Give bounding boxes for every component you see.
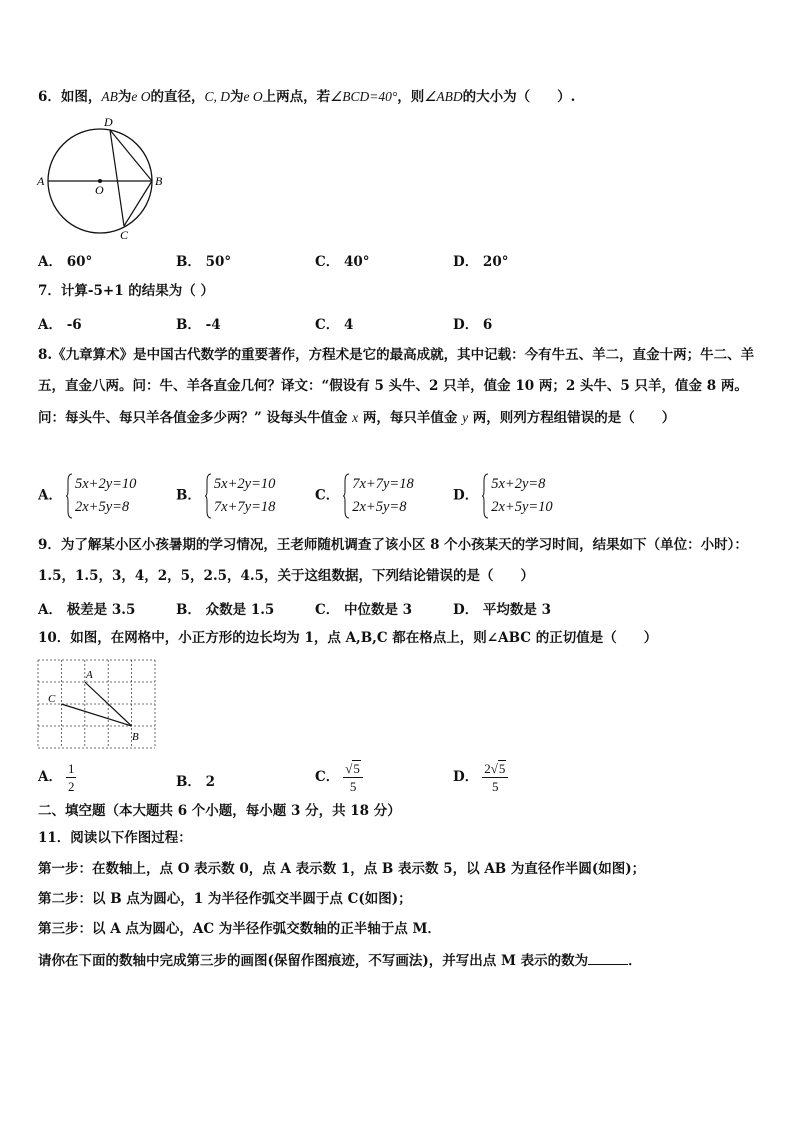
q10-option-c[interactable]: C． $\frac{√5}{5}$ — [315, 760, 363, 795]
q10-option-b[interactable]: B． 2 — [176, 774, 216, 790]
equation-system: 5x+2y=10 7x+7y=18 — [205, 473, 275, 519]
q11-question: 请你在下面的数轴中完成第三步的画图(保留作图痕迹，不写画法)，并写出点 M 表示的数为 ． — [38, 953, 642, 969]
q8-var-x: x — [352, 410, 359, 425]
q8-option-b[interactable]: B． 5x+2y=10 7x+7y=18 — [176, 473, 275, 519]
q6-condition: ∠BCD=40° — [330, 89, 398, 104]
q8-option-d[interactable]: D． 5x+2y=8 2x+5y=10 — [453, 473, 553, 519]
q6-circle-figure — [34, 112, 174, 244]
equation-system: 5x+2y=10 2x+5y=8 — [66, 473, 136, 519]
label-c: C — [48, 693, 56, 705]
q9-option-c[interactable]: C． 中位数是 3 — [315, 602, 413, 618]
q9-stem: 9．为了解某小区小孩暑期的学习情况，王老师随机调查了该小区 8 个小孩某天的学习时间，结果如下（单位：小时）：1.5，1.5，3，4，2，5，2.5，4.5，关于这组数据，下列结论错误的是（ ） — [38, 537, 748, 584]
q8-option-a[interactable]: A． 5x+2y=10 2x+5y=8 — [38, 473, 136, 519]
q6-option-c[interactable]: C． 40° — [315, 254, 370, 270]
q7-option-d[interactable]: D． 6 — [453, 317, 493, 333]
q7-option-c[interactable]: C． 4 — [315, 317, 354, 333]
equation-system: 5x+2y=8 2x+5y=10 — [482, 473, 552, 519]
label-a: A — [86, 669, 93, 681]
q9-option-d[interactable]: D． 平均数是 3 — [453, 602, 552, 618]
q9-option-a[interactable]: A． 极差是 3.5 — [38, 602, 136, 618]
section-heading-fill-in: 二、填空题（本大题共 6 个小题，每小题 3 分，共 18 分） — [38, 803, 401, 819]
fraction: $\frac{√5}{5}$ — [343, 760, 363, 795]
q10-grid-figure — [36, 658, 158, 750]
q6-circle-o-2: e O — [243, 89, 263, 104]
q7-option-a[interactable]: A． -6 — [38, 317, 82, 333]
q7-option-b[interactable]: B． -4 — [176, 317, 221, 333]
q8-option-c[interactable]: C． 7x+7y=18 2x+5y=8 — [315, 473, 414, 519]
q7-stem: 7．计算-5+1 的结果为（ ） — [38, 283, 214, 299]
fraction: $\frac{2√5}{5}$ — [482, 760, 508, 795]
label-c: C — [120, 228, 129, 242]
label-d: D — [104, 115, 113, 129]
q6-option-d[interactable]: D． 20° — [453, 254, 509, 270]
q6-points-cd: C, D — [204, 89, 231, 104]
fraction: $\frac{1}{2}$ — [67, 761, 75, 794]
label-o: O — [95, 183, 104, 197]
q6-circle-o: e O — [131, 89, 151, 104]
q8-var-y: y — [462, 410, 469, 425]
answer-blank[interactable] — [588, 952, 628, 965]
q10-stem: 10．如图，在网格中，小正方形的边长均为 1，点 A,B,C 都在格点上，则∠ABC 的正切值是（ ） — [38, 630, 658, 646]
q6-option-a[interactable]: A． 60° — [38, 254, 93, 270]
q10-option-d[interactable]: D． $\frac{2√5}{5}$ — [453, 760, 508, 795]
q6-number: 6． — [38, 89, 61, 105]
q11-step1: 第一步：在数轴上，点 O 表示数 0，点 A 表示数 1，点 B 表示数 5，以 AB 为直径作半圆(如图)； — [38, 861, 646, 877]
segment-cb — [61, 704, 131, 726]
q11-step2: 第二步：以 B 点为圆心，1 为半径作弧交半圆于点 C(如图)； — [38, 891, 412, 907]
label-a: A — [37, 174, 45, 188]
q10-option-a[interactable]: A． $\frac{1}{2}$ — [38, 761, 75, 794]
chord-cb — [124, 181, 152, 226]
q6-segment-ab: AB — [101, 89, 118, 104]
label-b: B — [132, 731, 139, 743]
q6-option-b[interactable]: B． 50° — [176, 254, 232, 270]
q6-stem: 6．如图，AB为e O的直径，C, D为e O上两点，若∠BCD=40°，则∠ABD的大小为（ ）. — [38, 89, 576, 105]
q11-step3: 第三步：以 A 点为圆心，AC 为半径作弧交数轴的正半轴于点 M． — [38, 921, 441, 937]
q6-asked-angle: ∠ABD — [424, 89, 463, 104]
q8-stem: 8.《九章算术》是中国古代数学的重要著作，方程术是它的最高成就，其中记载：今有牛五、羊二，直金十两；牛二、羊五，直金八两。问：牛、羊各直金几何？译文：“假设有 5 头牛、2 只羊，值金 10 两；2 头牛、5 只羊，值金 8 两。问：每头牛、每只羊各值金多少两？” 设每头牛值金 x 两，每只羊值金 y 两，则列方程组错误的是（ ） — [38, 347, 755, 426]
equation-system: 7x+7y=18 2x+5y=8 — [343, 473, 413, 519]
q11-intro: 11．阅读以下作图过程： — [38, 830, 192, 846]
label-b: B — [155, 174, 163, 188]
q9-option-b[interactable]: B． 众数是 1.5 — [176, 602, 275, 618]
